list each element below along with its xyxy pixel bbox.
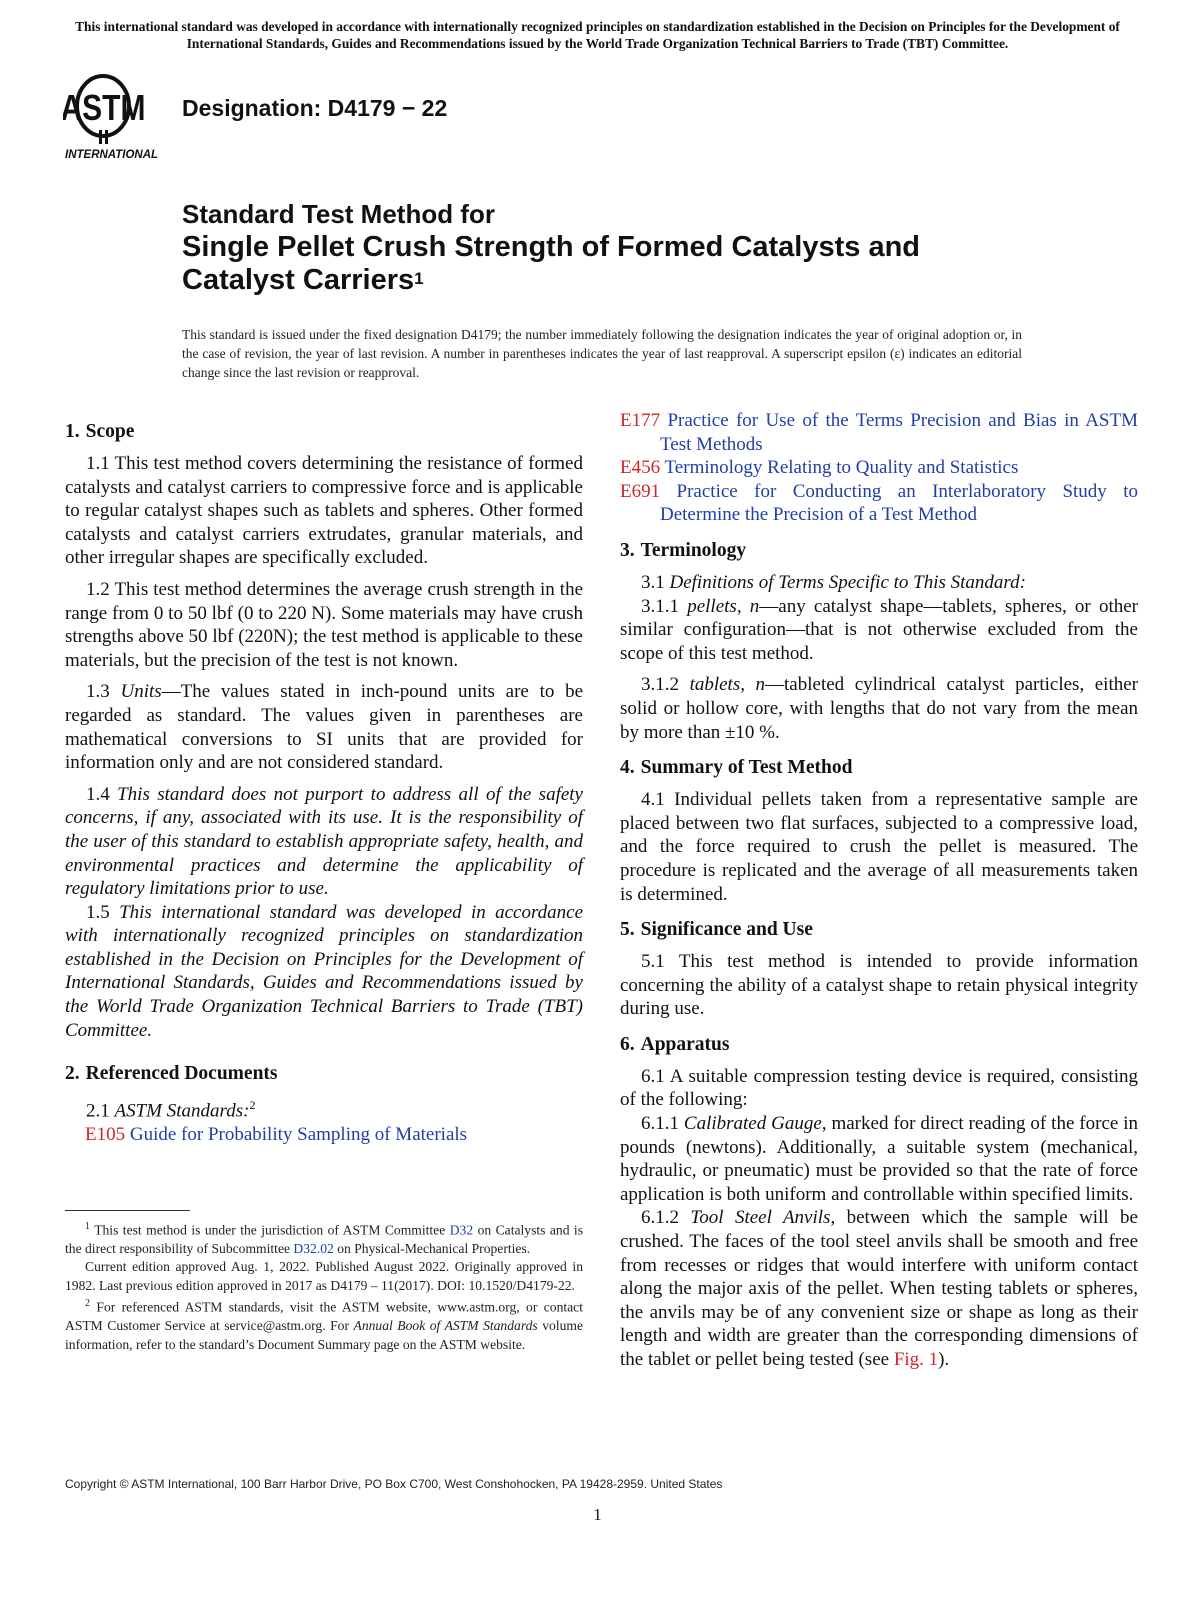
para-2-1 bbox=[65, 1094, 583, 1123]
footnote-1-text-c: on Physical-Mechanical Properties. bbox=[337, 1240, 531, 1256]
reference-item[interactable] bbox=[620, 456, 1138, 480]
footnote-1 bbox=[65, 1218, 583, 1258]
section-6-number: 6. bbox=[620, 1033, 635, 1055]
reference-item[interactable] bbox=[65, 1123, 583, 1147]
subcommittee-link[interactable]: D32.02 bbox=[293, 1240, 334, 1256]
reference-code[interactable]: E105 bbox=[85, 1124, 126, 1146]
reference-link[interactable]: Practice for Use of the Terms Precision and Bias in ASTM Test Methods bbox=[660, 410, 1139, 455]
para-3-1-1-num: 3.1.1 bbox=[641, 595, 679, 617]
section-1-heading bbox=[65, 420, 583, 444]
footnote-2-mark: 2 bbox=[249, 1098, 256, 1113]
section-2-number: 2. bbox=[65, 1063, 80, 1085]
left-column bbox=[65, 420, 583, 1147]
para-1-1: 1.1 This test method covers determining the resistance of formed catalysts and catalyst carriers to compressive force and is applicable to regular catalyst shapes such as tablets and spheres. Other formed catalysts and catalyst carriers extrudates, granular materials, and other irregular shapes are specifically excluded. bbox=[65, 453, 583, 569]
para-2-1-num: 2.1 bbox=[86, 1100, 110, 1122]
para-3-1 bbox=[620, 571, 1138, 595]
section-6-title: Apparatus bbox=[640, 1033, 730, 1055]
para-1-3-num: 1.3 bbox=[86, 681, 110, 703]
para-1-4 bbox=[65, 783, 583, 901]
reference-code[interactable]: E177 bbox=[620, 410, 661, 431]
title-line-1: Standard Test Method for bbox=[182, 199, 495, 229]
section-4-heading bbox=[620, 756, 1138, 780]
para-1-3 bbox=[65, 680, 583, 774]
para-6-1-2 bbox=[620, 1206, 1138, 1371]
para-6-1-1 bbox=[620, 1112, 1138, 1206]
footnotes bbox=[65, 1218, 583, 1354]
para-1-4-num: 1.4 bbox=[86, 783, 110, 805]
copyright-line: Copyright © ASTM International, 100 Barr Harbor Drive, PO Box C700, West Conshohocken, PA 19428-2959. United States bbox=[65, 1477, 723, 1491]
para-3-1-1 bbox=[620, 595, 1138, 666]
astm-logo bbox=[63, 72, 171, 164]
section-4-number: 4. bbox=[620, 757, 635, 779]
reference-link[interactable]: Terminology Relating to Quality and Statistics bbox=[664, 457, 1019, 479]
right-column bbox=[620, 409, 1138, 1380]
para-1-5-italic: This international standard was developed in accordance with internationally recognized principles on standardization established in the Decision on Principles for the Development of International Standards, Guides and Recommendations issued by the World Trade Organization Technical Barriers to Trade (TBT) Committee. bbox=[65, 901, 583, 1041]
reference-item[interactable] bbox=[620, 480, 1138, 527]
para-6-1-2-text: between which the sample will be crushed. The faces of the tool steel anvils shall be smooth and free from recesses or ridges that would interfere with uniform contact along the major axis of the pellet. When testing tablets or spheres, the anvils may be of any convenient size or shape as long as their length and width are greater than the corresponding dimensions of the tablet or pellet being tested (see bbox=[620, 1207, 1138, 1370]
para-1-3-text: —The values stated in inch-pound units are to be regarded as standard. The values given in parentheses are mathematical conversions to SI units that are provided for information only and are not considered standard. bbox=[65, 681, 584, 774]
footnote-2-text-a: For referenced ASTM standards, visit the ASTM website, www.astm.org, or contact ASTM Customer Service at service@astm.org. For bbox=[65, 1299, 583, 1334]
para-3-1-1-italic: pellets, n bbox=[687, 595, 760, 617]
reference-item[interactable] bbox=[620, 409, 1138, 456]
footnote-divider bbox=[65, 1210, 190, 1211]
para-3-1-2-italic: tablets, n bbox=[689, 674, 766, 696]
section-6-heading bbox=[620, 1033, 1138, 1057]
document-title bbox=[182, 198, 982, 297]
section-3-number: 3. bbox=[620, 539, 635, 561]
page-number: 1 bbox=[593, 1505, 602, 1524]
para-3-1-italic: Definitions of Terms Specific to This Standard: bbox=[669, 571, 1026, 593]
para-3-1-2-num: 3.1.2 bbox=[641, 674, 679, 696]
astm-logo-mark bbox=[63, 72, 171, 164]
footnote-2-text-b: volume information, refer to the standard’s Document Summary page on the ASTM website. bbox=[65, 1318, 583, 1352]
para-3-1-1-text: —any catalyst shape—tablets, spheres, or other similar configuration—that is not otherwise excluded from the scope of this test method. bbox=[620, 595, 1138, 664]
section-3-title: Terminology bbox=[640, 539, 747, 561]
footnote-1-edition: Current edition approved Aug. 1, 2022. Published August 2022. Originally approved in 1982. Last previous edition approved in 2017 as D4179 – 11(2017). DOI: 10.1520/D4179-22. bbox=[65, 1259, 583, 1293]
footnote-1-mark: 1 bbox=[85, 1221, 90, 1232]
section-5-heading bbox=[620, 918, 1138, 942]
section-3-heading bbox=[620, 539, 1138, 563]
para-1-4-italic: This standard does not purport to address all of the safety concerns, if any, associated with its use. It is the responsibility of the user of this standard to establish appropriate safety, health, and environmental practices and determine the applicability of regulatory limitations prior to use. bbox=[65, 783, 583, 900]
para-4-1: 4.1 Individual pellets taken from a representative sample are placed between two flat surfaces, subjected to a compressive load, and the force required to crush the pellet is measured. The procedure is replicated and the average of all measurements taken is determined. bbox=[620, 789, 1138, 905]
wto-notice: This international standard was developed in accordance with internationally recognized principles on standardization established in the Decision on Principles for the Development of International Standards, Guides and Recommendations issued by the World Trade Organization Technical Barriers to Trade (TBT) Committee. bbox=[75, 19, 1120, 51]
footnote-2-mark-bottom: 2 bbox=[85, 1298, 90, 1310]
para-3-1-num: 3.1 bbox=[641, 571, 665, 593]
section-2-title: Referenced Documents bbox=[85, 1063, 278, 1085]
footnote-2 bbox=[65, 1295, 583, 1354]
para-1-5-num: 1.5 bbox=[86, 901, 110, 923]
reference-code[interactable]: E691 bbox=[620, 480, 661, 502]
para-5-1: 5.1 This test method is intended to provide information concerning the ability of a catalyst shape to retain physical integrity during use. bbox=[620, 951, 1138, 1020]
issuance-note: This standard is issued under the fixed designation D4179; the number immediately following the designation indicates the year of original adoption or, in the case of revision, the year of last revision. A number in parentheses indicates the year of last reapproval. A superscript epsilon (ε) indicates an editorial change since the last revision or reapproval. bbox=[182, 327, 1022, 380]
designation: Designation: D4179 − 22 bbox=[182, 95, 448, 121]
logo-letters: ASTM bbox=[63, 88, 146, 129]
section-4-title: Summary of Test Method bbox=[640, 757, 853, 779]
para-2-1-italic: ASTM Standards: bbox=[114, 1100, 250, 1122]
footnote-1-text-b: on Catalysts and is the direct responsibility of Subcommittee bbox=[65, 1222, 584, 1256]
para-1-2: 1.2 This test method determines the average crush strength in the range from 0 to 50 lbf (0 to 220 N). Some materials may have crush strengths above 50 lbf (220N); the test method is applicable to these materials, but the precision of the test is not known. bbox=[65, 578, 583, 671]
title-line-3 bbox=[182, 264, 982, 297]
reference-link[interactable]: Practice for Conducting an Interlaboratory Study to Determine the Precision of a Test Method bbox=[660, 480, 1138, 526]
title-line-2: Single Pellet Crush Strength of Formed Catalysts and bbox=[182, 231, 921, 263]
committee-link[interactable]: D32 bbox=[449, 1222, 474, 1238]
reference-link[interactable]: Guide for Probability Sampling of Materials bbox=[129, 1124, 468, 1146]
title-line-3-text: Catalyst Carriers bbox=[182, 264, 415, 296]
section-5-title: Significance and Use bbox=[640, 919, 813, 941]
logo-sub: INTERNATIONAL bbox=[65, 149, 159, 161]
para-6-1-2-num: 6.1.2 bbox=[641, 1207, 679, 1229]
para-1-5 bbox=[65, 901, 583, 1043]
para-3-1-2-text: —tableted cylindrical catalyst particles, either solid or hollow core, with lengths that do not vary from the mean by more than ±10 %. bbox=[620, 674, 1139, 743]
para-6-1-1-num: 6.1.1 bbox=[641, 1113, 679, 1135]
title-footnote-mark: 1 bbox=[414, 269, 424, 288]
para-6-1: 6.1 A suitable compression testing device is required, consisting of the following: bbox=[620, 1065, 1138, 1111]
section-1-title: Scope bbox=[85, 421, 135, 442]
section-1-number: 1. bbox=[65, 421, 80, 442]
footnote-1-text-a: This test method is under the jurisdiction of ASTM Committee bbox=[94, 1222, 446, 1238]
para-3-1-2 bbox=[620, 673, 1138, 744]
para-6-1-1-italic: Calibrated Gauge, bbox=[683, 1113, 827, 1135]
para-6-1-1-text: marked for direct reading of the force in pounds (newtons). Additionally, a suitable system (mechanical, hydraulic, or pneumatic) must be provided so that the rate of force application is both uniform and controllable within specified limits. bbox=[620, 1113, 1138, 1205]
para-1-3-italic: Units bbox=[120, 681, 162, 703]
footnote-2-italic: Annual Book of ASTM Standards bbox=[353, 1318, 538, 1334]
para-6-1-2-italic: Tool Steel Anvils, bbox=[690, 1207, 836, 1229]
figure-1-link[interactable]: Fig. 1 bbox=[893, 1349, 939, 1370]
reference-code[interactable]: E456 bbox=[620, 457, 661, 479]
section-5-number: 5. bbox=[620, 919, 635, 941]
para-6-1-2-end: ). bbox=[938, 1349, 950, 1370]
section-2-heading bbox=[65, 1062, 583, 1086]
